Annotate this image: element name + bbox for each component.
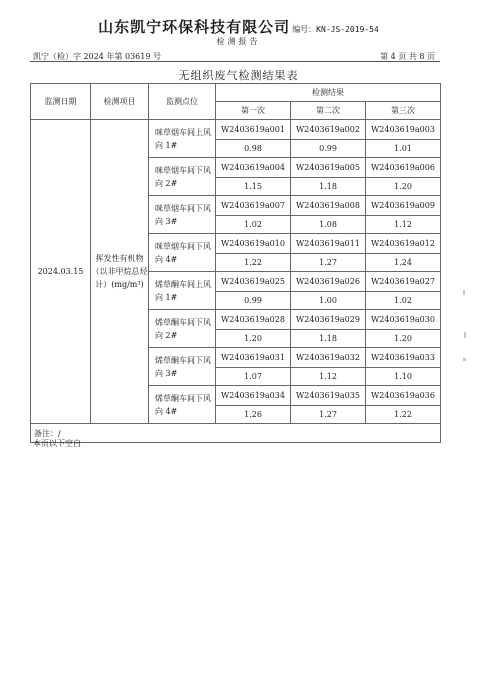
result-value: 1.08 bbox=[291, 216, 366, 234]
sample-id: W2403619a030 bbox=[366, 310, 441, 330]
test-item: 挥发性有机物（以非甲烷总烃计）(mg/m³) bbox=[91, 120, 149, 424]
table-row bbox=[31, 424, 441, 443]
sample-id: W2403619a028 bbox=[216, 310, 291, 330]
company-name: 山东凯宁环保科技有限公司 bbox=[98, 18, 291, 36]
result-value: 1.20 bbox=[366, 330, 441, 348]
result-value: 1.18 bbox=[291, 330, 366, 348]
sample-id: W2403619a027 bbox=[366, 272, 441, 292]
header-run-1: 第一次 bbox=[216, 102, 291, 120]
result-value: 1.00 bbox=[291, 292, 366, 310]
blank-page-note: 本页以下空白 bbox=[33, 439, 81, 448]
sample-id: W2403619a011 bbox=[291, 234, 366, 254]
sample-id: W2403619a008 bbox=[291, 196, 366, 216]
remarks: 备注：/ bbox=[31, 424, 441, 443]
result-value: 1.01 bbox=[366, 140, 441, 158]
header-divider bbox=[30, 61, 440, 62]
sample-id: W2403619a010 bbox=[216, 234, 291, 254]
sample-id: W2403619a012 bbox=[366, 234, 441, 254]
sample-id: W2403619a006 bbox=[366, 158, 441, 178]
result-value: 1.15 bbox=[216, 178, 291, 196]
result-value: 1.02 bbox=[216, 216, 291, 234]
sample-id: W2403619a033 bbox=[366, 348, 441, 368]
header-point: 监测点位 bbox=[149, 84, 216, 120]
monitoring-point: 烯草酮车间下风向 3# bbox=[149, 348, 216, 386]
monitoring-point: 咪草烟车间下风向 3# bbox=[149, 196, 216, 234]
header-results: 检测结果 bbox=[216, 84, 441, 102]
table-row bbox=[31, 120, 441, 140]
result-value: 1.12 bbox=[291, 368, 366, 386]
sample-id: W2403619a025 bbox=[216, 272, 291, 292]
sample-id: W2403619a035 bbox=[291, 386, 366, 406]
sample-id: W2403619a032 bbox=[291, 348, 366, 368]
sample-id: W2403619a003 bbox=[366, 120, 441, 140]
document-type: 检测报告 bbox=[216, 37, 261, 46]
header-date: 监测日期 bbox=[31, 84, 91, 120]
result-value: 1.27 bbox=[291, 406, 366, 424]
result-value: 0.99 bbox=[291, 140, 366, 158]
result-value: 1.02 bbox=[366, 292, 441, 310]
sample-id: W2403619a002 bbox=[291, 120, 366, 140]
sample-id: W2403619a004 bbox=[216, 158, 291, 178]
result-value: 1.20 bbox=[366, 178, 441, 196]
sample-id: W2403619a009 bbox=[366, 196, 441, 216]
sample-id: W2403619a031 bbox=[216, 348, 291, 368]
table-title: 无组织废气检测结果表 bbox=[178, 69, 299, 82]
result-value: 1.22 bbox=[366, 406, 441, 424]
results-table bbox=[30, 83, 441, 443]
sample-id: W2403619a034 bbox=[216, 386, 291, 406]
header-run-3: 第三次 bbox=[366, 102, 441, 120]
result-value: 1.10 bbox=[366, 368, 441, 386]
seal-edge-mark bbox=[463, 358, 466, 361]
monitoring-point: 咪草烟车间下风向 2# bbox=[149, 158, 216, 196]
report-number: 编号：KN-JS-2019-54 bbox=[292, 25, 379, 34]
seal-edge-mark bbox=[463, 290, 465, 295]
result-value: 1.20 bbox=[216, 330, 291, 348]
sample-id: W2403619a005 bbox=[291, 158, 366, 178]
report-header bbox=[0, 16, 477, 37]
monitoring-point: 咪草烟车间下风向 4# bbox=[149, 234, 216, 272]
sample-id: W2403619a029 bbox=[291, 310, 366, 330]
header-run-2: 第二次 bbox=[291, 102, 366, 120]
result-value: 1.24 bbox=[366, 254, 441, 272]
sample-id: W2403619a026 bbox=[291, 272, 366, 292]
result-value: 1.26 bbox=[216, 406, 291, 424]
result-value: 1.27 bbox=[291, 254, 366, 272]
monitoring-point: 烯草酮车间下风向 2# bbox=[149, 310, 216, 348]
result-value: 1.18 bbox=[291, 178, 366, 196]
result-value: 0.98 bbox=[216, 140, 291, 158]
monitoring-point: 烯草酮车间下风向 4# bbox=[149, 386, 216, 424]
sample-id: W2403619a007 bbox=[216, 196, 291, 216]
result-value: 0.99 bbox=[216, 292, 291, 310]
sample-id: W2403619a001 bbox=[216, 120, 291, 140]
header-item: 检测项目 bbox=[91, 84, 149, 120]
page-indicator: 第 4 页 共 8 页 bbox=[380, 52, 435, 61]
monitoring-point: 烯草酮车间上风向 1# bbox=[149, 272, 216, 310]
monitoring-date: 2024.03.15 bbox=[31, 120, 91, 424]
result-value: 1.07 bbox=[216, 368, 291, 386]
seal-edge-mark bbox=[464, 332, 466, 338]
monitoring-point: 咪草烟车间上风向 1# bbox=[149, 120, 216, 158]
document-number: 凯宁（检）字 2024 年第 03619 号 bbox=[33, 52, 161, 61]
result-value: 1.22 bbox=[216, 254, 291, 272]
sample-id: W2403619a036 bbox=[366, 386, 441, 406]
result-value: 1.12 bbox=[366, 216, 441, 234]
